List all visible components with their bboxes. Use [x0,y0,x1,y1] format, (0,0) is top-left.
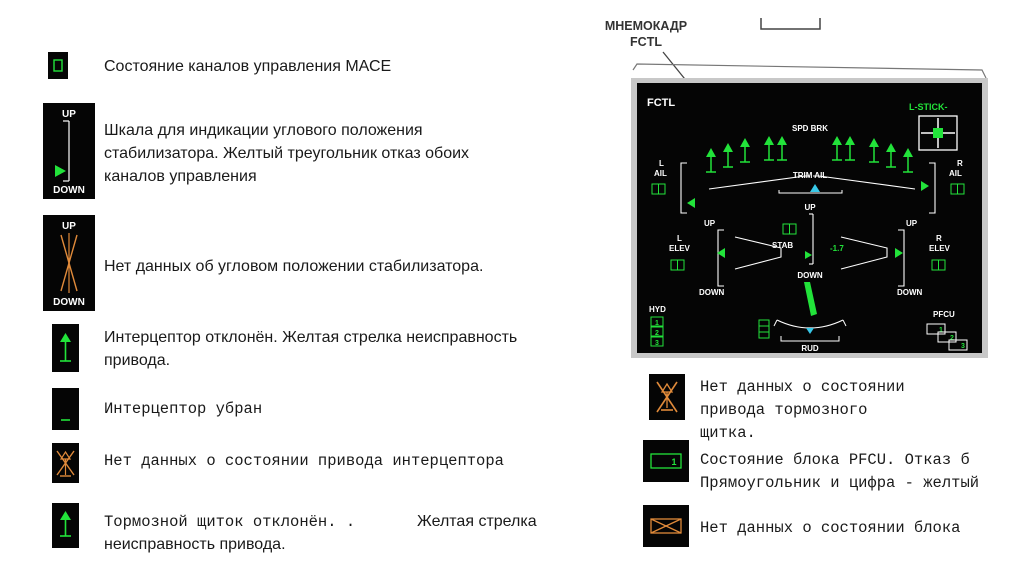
spoiler-nodata-icon [52,443,79,483]
spoiler-retracted-icon [52,388,79,430]
pfcu-state-text-line2: Прямоугольник и цифра - желтый [700,474,980,492]
stick-label: L-STICK- [909,102,948,112]
l-elev-label-2: ELEV [669,244,690,253]
l-elev-up-label: UP [704,219,716,228]
spoiler-deflected-text-line1: Интерцептор отклонён. Желтая стрелка неисправность [104,329,518,346]
mace-channels-text: Состояние каналов управления МАСЕ [104,58,392,75]
speedbrake-deflected-text-line1b: Желтая стрелка [417,513,537,530]
spoiler-nodata-text: Нет данных о состоянии привода интерцептора [104,452,504,470]
hyd-label: HYD [649,305,666,314]
pfcu-state-text-line1: Состояние блока PFCU. Отказ б [700,451,970,469]
r-elev-up-label: UP [906,219,918,228]
speedbrake-nodata-icon [649,374,685,420]
pfcu-nodata-text: Нет данных о состоянии блока [700,519,961,537]
r-elev-down-label: DOWN [897,288,923,297]
spoiler-deflected-icon [52,324,79,372]
stab-scale-down-label: DOWN [53,185,85,196]
stick-position [933,128,943,138]
r-ail-label-2: AIL [949,169,962,178]
speedbrake-deflected-icon [52,503,79,548]
pfcu-2: 2 [950,335,954,342]
r-elev-label-1: R [936,234,942,243]
stab-nodata-down-label: DOWN [53,297,85,308]
pfcu-state-num: 1 [671,457,677,467]
stab-value: -1.7 [830,244,844,253]
hyd-1: 1 [655,320,659,327]
pfcu-label: PFCU [933,310,955,319]
pfcu-3: 3 [961,343,965,350]
stab-scale-up-label: UP [62,109,76,120]
spd-brk-label: SPD BRK [791,124,829,133]
stab-nodata-icon [43,215,95,311]
speedbrake-deflected-text-line2: неисправность привода. [104,536,286,553]
rud-label: RUD [801,344,819,353]
fctl-title: FCTL [647,97,676,109]
stab-label: STAB [772,241,794,250]
l-elev-down-label: DOWN [699,288,725,297]
hyd-2: 2 [655,330,659,337]
stab-up-label: UP [804,203,816,212]
mnemo-caption-line1: МНЕМОКАДР [604,19,688,33]
mnemo-caption-line2: FCTL [630,35,662,49]
trim-ail-label: TRIM AIL [792,171,828,180]
hyd-3: 3 [655,340,659,347]
speedbrake-deflected-text-line1a: Тормозной щиток отклонён. . [104,513,356,531]
speedbrake-nodata-text-line3: щитка. [700,424,756,442]
stab-down-label: DOWN [797,271,823,280]
stab-nodata-text: Нет данных об угловом положении стабилизатора. [104,258,484,275]
pfcu-nodata-icon [643,505,689,547]
l-elev-label-1: L [677,234,682,243]
stab-nodata-up-label: UP [62,221,76,232]
stab-scale-text-line1: Шкала для индикации углового положения [104,122,423,139]
speedbrake-nodata-text-line2: привода тормозного [700,401,868,419]
stab-scale-text-line2: стабилизатора. Желтый треугольник отказ обоих [104,145,470,162]
fctl-display [629,58,990,360]
r-ail-label-1: R [957,159,963,168]
spoiler-retracted-text: Интерцептор убран [104,400,263,418]
l-ail-label-2: AIL [654,169,667,178]
pfcu-1: 1 [939,327,943,334]
speedbrake-nodata-text-line1: Нет данных о состоянии [700,378,905,396]
stab-scale-text-line3: каналов управления [104,168,257,185]
pfcu-state-icon [643,440,689,482]
r-elev-label-2: ELEV [929,244,950,253]
l-ail-label-1: L [659,159,664,168]
spoiler-deflected-text-line2: привода. [104,352,171,369]
